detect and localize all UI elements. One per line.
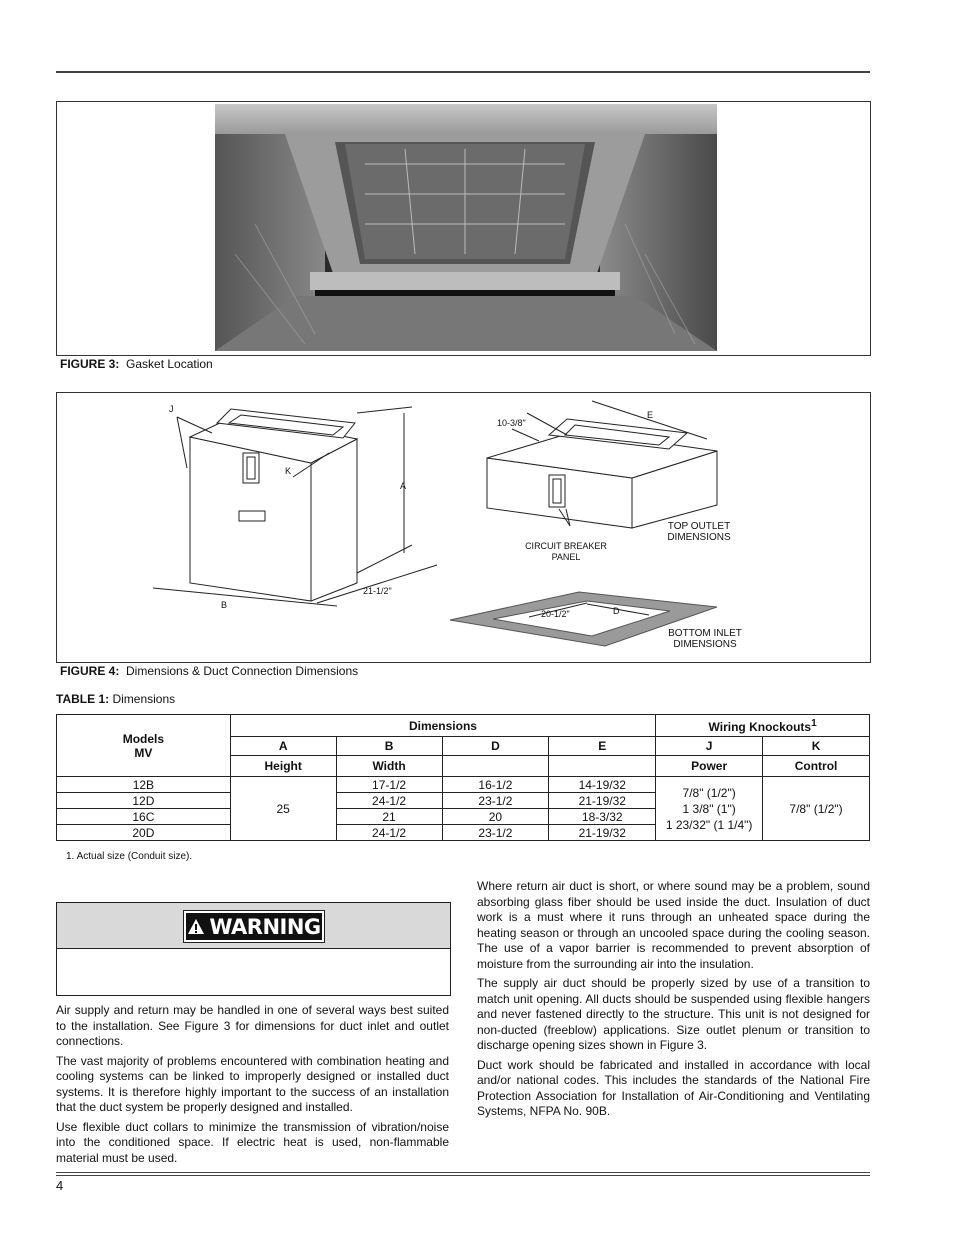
paragraph: Use flexible duct collars to minimize the transmission of vibration/noise into the conditioned space. If electric heat is used, non-flammable material must be used. bbox=[56, 1119, 449, 1165]
models-header: Models MV bbox=[57, 715, 231, 777]
b-cell: 17-1/2 bbox=[336, 777, 442, 793]
page-number: 4 bbox=[56, 1178, 64, 1193]
circuit-breaker-label: CIRCUIT BREAKER PANEL bbox=[525, 541, 607, 562]
bottom-inlet-label: BOTTOM INLET DIMENSIONS bbox=[668, 628, 742, 650]
label-j: J bbox=[169, 404, 174, 414]
col-b: B bbox=[336, 737, 442, 756]
col-j: J bbox=[656, 737, 763, 756]
e-cell: 14-19/32 bbox=[549, 777, 656, 793]
left-column bbox=[56, 1003, 449, 1170]
right-column bbox=[477, 879, 870, 1124]
figure-4-frame bbox=[56, 392, 871, 663]
figure-3-frame bbox=[56, 101, 871, 356]
subhead-width: Width bbox=[336, 756, 442, 777]
height-cell: 25 bbox=[230, 777, 336, 841]
d-cell: 23-1/2 bbox=[442, 825, 549, 841]
paragraph: Air supply and return may be handled in one of several ways best suited to the installation. See Figure 3 for dimensions for duct inlet and outlet connections. bbox=[56, 1003, 449, 1048]
table-1-caption: TABLE 1: Dimensions bbox=[56, 692, 176, 706]
b-cell: 24-1/2 bbox=[336, 793, 442, 809]
paragraph: The vast majority of problems encountered with combination heating and cooling systems can be linked to improperly designed or installed duct systems. It is therefore highly important to the success of an installation that the duct system be properly designed and installed. bbox=[56, 1053, 449, 1114]
subhead-e bbox=[549, 756, 656, 777]
dimensions-header: Dimensions bbox=[230, 715, 655, 737]
footer-rule-2 bbox=[56, 1175, 870, 1176]
wiring-header: Wiring Knockouts$^1$ bbox=[656, 715, 870, 737]
figure-3-caption: FIGURE 3: Gasket Location bbox=[60, 357, 213, 371]
label-b: B bbox=[221, 600, 228, 610]
warning-badge bbox=[183, 910, 325, 943]
warning-text: WARNING bbox=[209, 914, 321, 939]
paragraph: The supply air duct should be properly sized by use of a transition to match unit opening. All ducts should be suspended using flexible hangers and never fastened directly to the structure. This unit is not designed for non-ducted (freeblow) applications. Size outlet plenum or transition to discharge opening sizes shown in Figure 3. bbox=[477, 976, 870, 1052]
paragraph: Where return air duct is short, or where sound may be a problem, sound absorbing glass fiber should be used inside the duct. Insulation of duct work is a must where it runs through an unheated space during the heating season or through an uncooled space during the cooling season. The use of a vapor barrier is recommended to prevent absorption of moisture from the surrounding air into the insulation. bbox=[477, 879, 870, 971]
model-cell: 16C bbox=[57, 809, 231, 825]
table-row bbox=[57, 777, 870, 793]
subhead-control: Control bbox=[763, 756, 870, 777]
gasket-photo bbox=[215, 104, 717, 351]
d-cell: 16-1/2 bbox=[442, 777, 549, 793]
warning-header bbox=[57, 903, 450, 949]
col-d: D bbox=[442, 737, 549, 756]
d-cell: 20 bbox=[442, 809, 549, 825]
e-cell: 21-19/32 bbox=[549, 825, 656, 841]
col-k: K bbox=[763, 737, 870, 756]
paragraph: Duct work should be fabricated and installed in accordance with local and/or national codes. This includes the standards of the National Fire Protection Association for Installation of Air-Conditioning and Ventilating Systems, NFPA No. 90B. bbox=[477, 1057, 870, 1118]
d-cell: 23-1/2 bbox=[442, 793, 549, 809]
e-cell: 18-3/32 bbox=[549, 809, 656, 825]
b-cell: 21 bbox=[336, 809, 442, 825]
label-d: D bbox=[613, 606, 620, 616]
header-rule bbox=[56, 71, 870, 73]
label-21-1-2: 21-1/2" bbox=[363, 586, 392, 596]
col-e: E bbox=[549, 737, 656, 756]
label-20-1-2: 20-1/2" bbox=[541, 609, 570, 619]
col-a: A bbox=[230, 737, 336, 756]
footer-rule bbox=[56, 1172, 870, 1173]
model-cell: 12B bbox=[57, 777, 231, 793]
label-e: E bbox=[647, 410, 654, 420]
power-cell: 7/8" (1/2") 1 3/8" (1") 1 23/32" (1 1/4") bbox=[656, 777, 763, 841]
table-footnote: 1. Actual size (Conduit size). bbox=[66, 851, 193, 862]
label-a: A bbox=[400, 481, 407, 491]
dimensions-table bbox=[56, 714, 870, 841]
label-k: K bbox=[285, 466, 292, 476]
label-10-3-8: 10-3/8" bbox=[497, 418, 526, 428]
dimension-drawing bbox=[57, 393, 870, 662]
subhead-d bbox=[442, 756, 549, 777]
model-cell: 12D bbox=[57, 793, 231, 809]
subhead-height: Height bbox=[230, 756, 336, 777]
top-outlet-label: TOP OUTLET DIMENSIONS bbox=[667, 521, 731, 543]
control-cell: 7/8" (1/2") bbox=[763, 777, 870, 841]
e-cell: 21-19/32 bbox=[549, 793, 656, 809]
b-cell: 24-1/2 bbox=[336, 825, 442, 841]
figure-4-caption: FIGURE 4: Dimensions & Duct Connection Dimensions bbox=[60, 664, 359, 678]
subhead-power: Power bbox=[656, 756, 763, 777]
model-cell: 20D bbox=[57, 825, 231, 841]
warning-triangle-icon bbox=[187, 918, 205, 935]
warning-box bbox=[56, 902, 451, 996]
